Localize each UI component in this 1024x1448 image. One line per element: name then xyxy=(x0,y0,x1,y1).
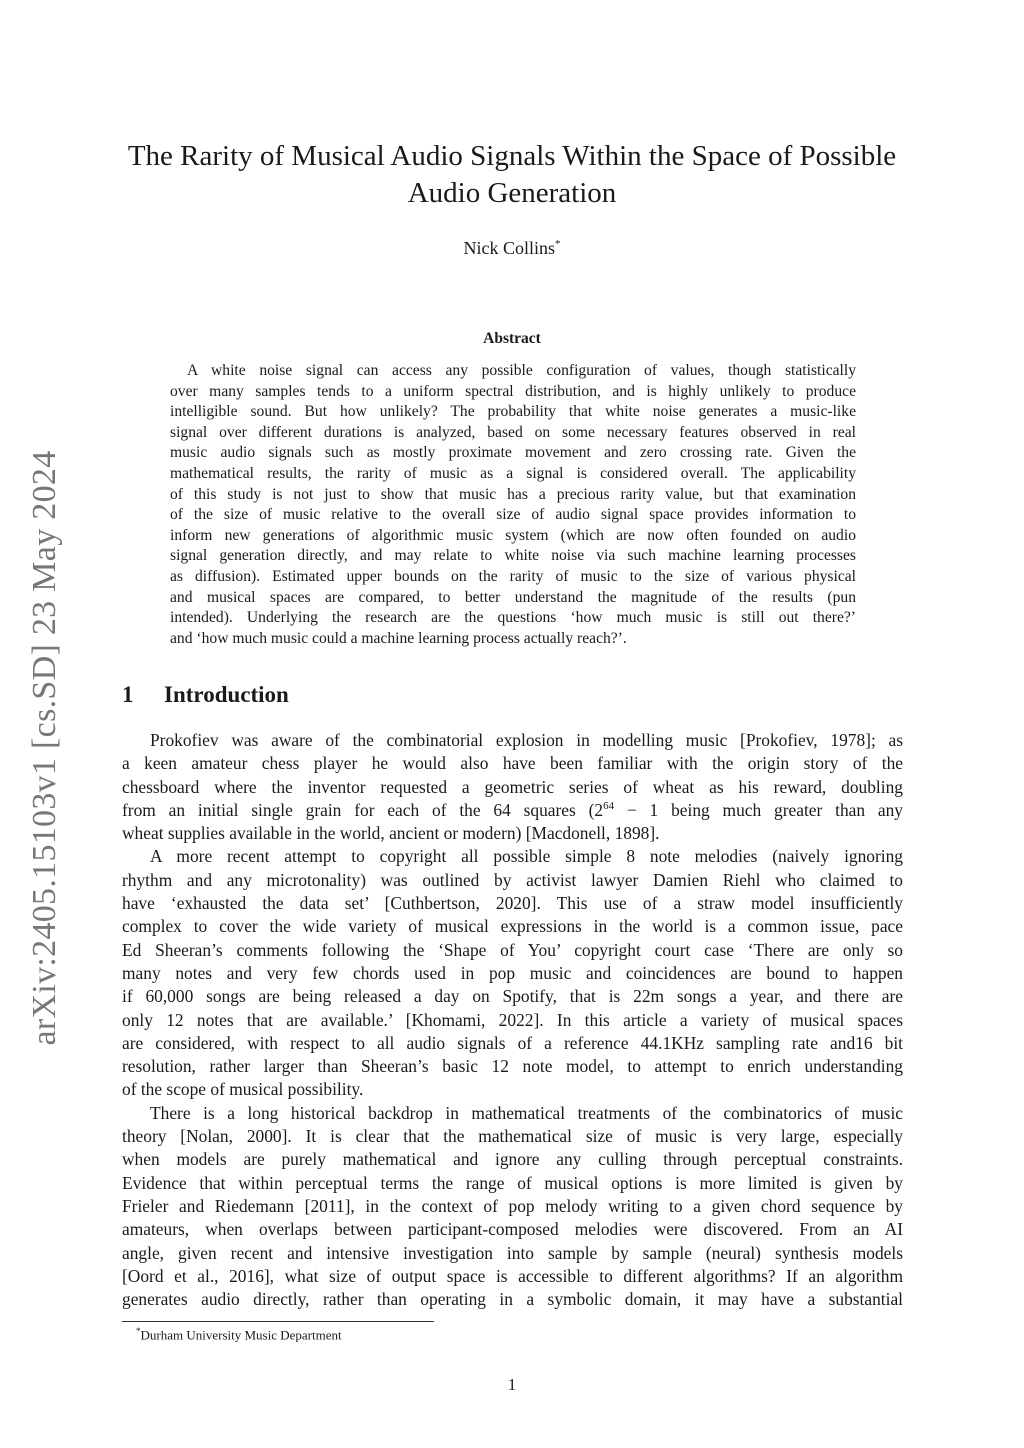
text-line: Evidence that within perceptual terms the range of musical options is more limited is given by xyxy=(122,1172,903,1193)
text-line: Prokofiev was aware of the combinatorial explosion in modelling music [Prokofiev, 1978]; as xyxy=(150,730,903,750)
text-line: There is a long historical backdrop in mathematical treatments of the combinatorics of music xyxy=(150,1102,903,1123)
text-line: complex to cover the wide variety of musical expressions in the world is a common issue, pace xyxy=(122,916,903,937)
text-line xyxy=(122,799,903,822)
footnote xyxy=(136,1326,342,1343)
text-line: chessboard where the inventor requested a geometric series of wheat as his reward, doubling xyxy=(122,776,903,797)
text-line: angle, given recent and intensive investigation into sample by sample (neural) synthesis models xyxy=(122,1242,903,1263)
page-number: 1 xyxy=(507,1375,517,1394)
author-footnote-mark: * xyxy=(555,238,561,250)
text-line: when models are purely mathematical and ignore any culling through perceptual constraints. xyxy=(122,1149,903,1170)
text-line: amateurs, when overlaps between participant-composed melodies were discovered. From an AI xyxy=(122,1219,903,1240)
section-heading xyxy=(122,682,289,708)
text-line: Ed Sheeran’s comments following the ‘Shape of You’ copyright court case ‘There are only so xyxy=(122,939,903,960)
body-text xyxy=(122,729,903,1311)
text-line: A more recent attempt to copyright all possible simple 8 note melodies (naively ignoring xyxy=(150,846,903,867)
arxiv-identifier: arXiv:2405.15103v1 [cs.SD] 23 May 2024 xyxy=(26,450,63,1046)
text-line: A white noise signal can access any possible configuration of values, though statistically xyxy=(187,362,856,379)
text-line: a keen amateur chess player he would also have been familiar with the origin story of the xyxy=(122,753,903,774)
text-line: of this study is not just to show that music has a precious rarity value, but that examination xyxy=(170,485,856,503)
text-line: wheat supplies available in the world, ancient or modern) [Macdonell, 1898]. xyxy=(122,823,660,844)
abstract-heading: Abstract xyxy=(483,330,541,347)
text-line: if 60,000 songs are being released a day on Spotify, that is 22m songs a year, and there are xyxy=(122,986,903,1007)
title-line: The Rarity of Musical Audio Signals Within the Space of Possible xyxy=(127,140,897,172)
text-line: mathematical results, the rarity of music as a signal is considered overall. The applicability xyxy=(170,464,856,482)
text-line: over many samples tends to a uniform spectral distribution, and is highly unlikely to produce xyxy=(170,382,856,400)
title-line: Audio Generation xyxy=(407,177,617,209)
text-line: are considered, with respect to all audio signals of a reference 44.1KHz sampling rate and16 bit xyxy=(122,1032,903,1053)
text-line: music audio signals such as mostly proximate movement and zero crossing rate. Given the xyxy=(170,444,856,462)
text-line: inform new generations of algorithmic music system (which are now often founded on audio xyxy=(170,526,856,544)
text-line: and musical spaces are compared, to better understand the magnitude of the results (pun xyxy=(170,588,856,606)
text-line: and ‘how much music could a machine learning process actually reach?’. xyxy=(170,629,627,647)
author xyxy=(0,238,1024,259)
section-number: 1 xyxy=(122,682,134,707)
text-line: resolution, rather larger than Sheeran’s basic 12 note model, to attempt to enrich understanding xyxy=(122,1056,903,1077)
footnote-rule xyxy=(122,1321,434,1322)
text-segment: from an initial single grain for each of the 64 squares (2 xyxy=(122,799,604,820)
text-line: as diffusion). Estimated upper bounds on the rarity of music to the size of various physical xyxy=(170,567,856,585)
math-superscript: 64 xyxy=(603,800,615,813)
text-line: theory [Nolan, 2000]. It is clear that the mathematical size of music is very large, especially xyxy=(122,1126,903,1147)
text-line: [Oord et al., 2016], what size of output space is accessible to different algorithms? If an algorithm xyxy=(122,1265,903,1286)
paper-title xyxy=(0,138,1024,212)
text-line: of the size of music relative to the overall size of audio signal space provides information to xyxy=(170,506,856,524)
text-line: rhythm and any microtonality) was outlined by activist lawyer Damien Riehl who claimed to xyxy=(122,869,903,890)
footnote-text: Durham University Music Department xyxy=(140,1327,342,1343)
text-line: intended). Underlying the research are the questions ‘how much music is still out there?’ xyxy=(170,609,856,627)
text-line: of the scope of musical possibility. xyxy=(122,1079,364,1100)
footnote-mark: * xyxy=(136,1326,141,1336)
text-line: generates audio directly, rather than operating in a symbolic domain, it may have a substantial xyxy=(122,1289,903,1310)
section-title: Introduction xyxy=(164,682,289,707)
abstract-body xyxy=(170,361,856,649)
text-line: have ‘exhausted the data set’ [Cuthbertson, 2020]. This use of a straw model insufficiently xyxy=(122,893,903,914)
paragraph xyxy=(122,845,903,1101)
text-line: Frieler and Riedemann [2011], in the context of pop melody writing to a given chord sequence by xyxy=(122,1195,903,1216)
author-name: Nick Collins xyxy=(463,238,555,258)
text-segment: − 1 being much greater than any xyxy=(614,799,903,820)
paragraph xyxy=(122,729,903,845)
text-line: signal generation directly, and may relate to white noise via such machine learning processes xyxy=(170,547,856,565)
text-line: signal over different durations is analyzed, based on some necessary features observed in real xyxy=(170,423,856,441)
text-line: many notes and very few chords used in pop music and coincidences are bound to happen xyxy=(122,962,903,983)
paragraph xyxy=(122,1102,903,1312)
text-line: only 12 notes that are available.’ [Khomami, 2022]. In this article a variety of musical spaces xyxy=(122,1009,903,1030)
text-line: intelligible sound. But how unlikely? The probability that white noise generates a music-like xyxy=(170,403,856,421)
